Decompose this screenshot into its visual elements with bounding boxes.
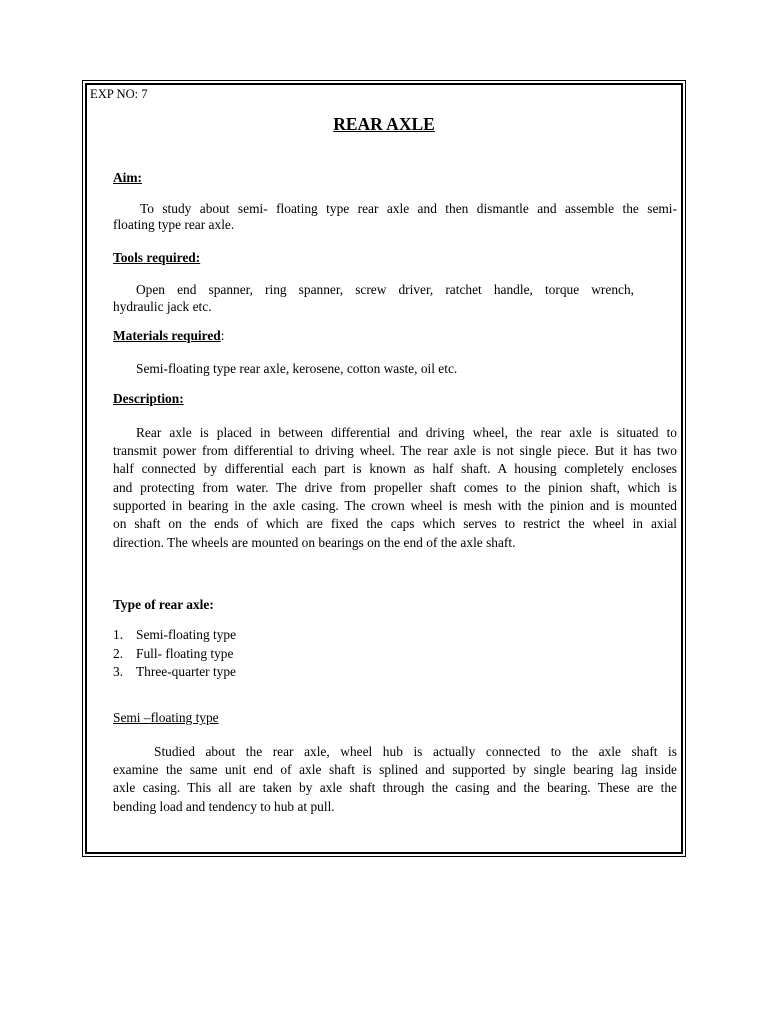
materials-heading-row bbox=[113, 327, 224, 345]
description-line-1: Rear axle is placed in between differential and driving wheel, the rear axle is situated to bbox=[136, 425, 677, 440]
description-line-3: half connected by differential each part is known as half shaft. A housing completely encloses bbox=[113, 461, 677, 476]
aim-heading: Aim: bbox=[113, 170, 143, 185]
tools-line-1: Open end spanner, ring spanner, screw driver, ratchet handle, torque wrench, bbox=[136, 282, 634, 297]
semi-floating-line-4: bending load and tendency to hub at pull. bbox=[113, 799, 335, 814]
list-item: Full- floating type bbox=[136, 646, 234, 661]
list-item: Three-quarter type bbox=[136, 664, 236, 679]
semi-floating-line-1: Studied about the rear axle, wheel hub is actually connected to the axle shaft is bbox=[154, 744, 677, 759]
description-line-5: supported in bearing in the axle casing. The crown wheel is mesh with the pinion and is mounted bbox=[113, 498, 677, 513]
types-heading: Type of rear axle: bbox=[113, 597, 214, 612]
description-line-7: direction. The wheels are mounted on bearings on the end of the axle shaft. bbox=[113, 535, 516, 550]
description-line-4: and protecting from water. The drive from propeller shaft comes to the pinion shaft, which is bbox=[113, 480, 677, 495]
aim-line-1: To study about semi- floating type rear axle and then dismantle and assemble the semi- bbox=[140, 201, 677, 216]
materials-heading: Materials required bbox=[113, 328, 221, 343]
semi-floating-heading: Semi –floating type bbox=[113, 710, 219, 725]
exp-number: EXP NO: 7 bbox=[90, 87, 148, 101]
list-item-number: 1. bbox=[113, 627, 124, 642]
list-item-number: 3. bbox=[113, 664, 124, 679]
list-item: Semi-floating type bbox=[136, 627, 237, 642]
tools-heading: Tools required: bbox=[113, 250, 201, 265]
tools-line-2: hydraulic jack etc. bbox=[113, 299, 212, 314]
page-title: REAR AXLE bbox=[333, 114, 435, 134]
semi-floating-line-2: examine the same unit end of axle shaft is splined and supported by single bearing lag inside bbox=[113, 762, 677, 777]
aim-line-2: floating type rear axle. bbox=[113, 217, 235, 232]
list-item-number: 2. bbox=[113, 646, 124, 661]
semi-floating-line-3: axle casing. This all are taken by axle shaft through the casing and the bearing. These are the bbox=[113, 780, 677, 795]
description-line-2: transmit power from differential to driving wheel. The rear axle is not single piece. But it has two bbox=[113, 443, 677, 458]
description-line-6: on shaft on the ends of which are fixed the caps which serves to restrict the wheel in axial bbox=[113, 516, 677, 531]
materials-text: Semi-floating type rear axle, kerosene, cotton waste, oil etc. bbox=[136, 361, 458, 376]
description-heading: Description: bbox=[113, 391, 184, 406]
materials-colon: : bbox=[220, 328, 225, 343]
